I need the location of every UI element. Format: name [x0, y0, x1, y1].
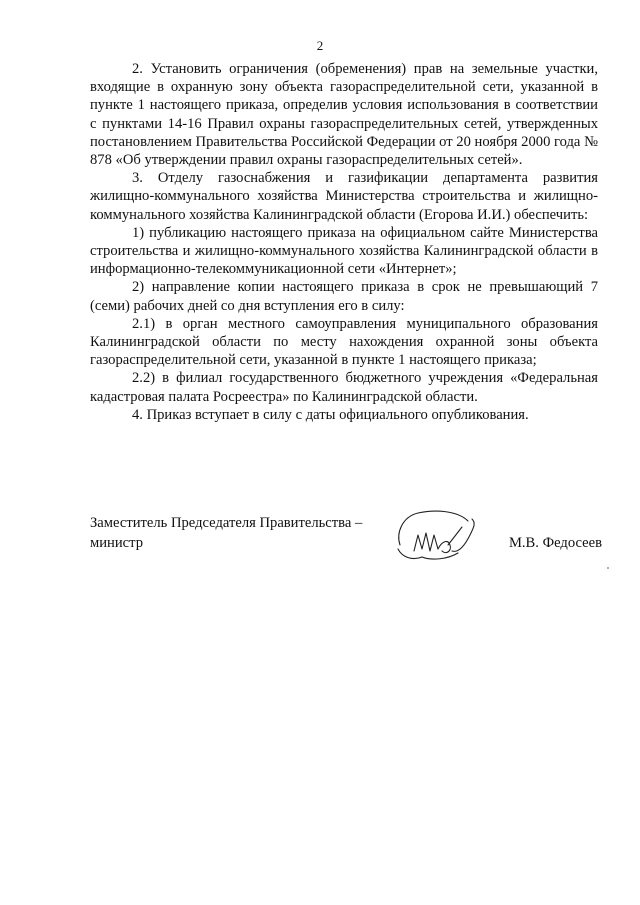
- document-body: [90, 60, 598, 424]
- paragraph-3: 3. Отделу газоснабжения и газификации департамента развития жилищно-коммунального хозяйства Министерства строительства и жилищно-коммунального хозяйства Калининградской области (Егорова И.И.) обеспечить:: [90, 170, 598, 223]
- signatory-title-line2: министр: [90, 535, 143, 551]
- paragraph-2: 2. Установить ограничения (обременения) прав на земельные участки, входящие в охранную зону объекта газораспределительной сети, указанной в пункте 1 настоящего приказа, определив условия использования в соответствии с пунктами 14-16 Правил охраны газораспределительных сетей, утвержденных постановлением Правительства Российской Федерации от 20 ноября 2000 года № 878 «Об утверждении правил охраны газораспределительных сетей».: [90, 61, 598, 169]
- scan-speck: [607, 567, 609, 569]
- signatory-title: [90, 513, 362, 553]
- signature-block: [90, 513, 602, 573]
- page-number: 2: [316, 38, 324, 53]
- signatory-name: М.В. Федосеев: [508, 535, 602, 551]
- signatory-title-line1: Заместитель Председателя Правительства –: [90, 515, 363, 531]
- list-item-2-2: 2.2) в филиал государственного бюджетного учреждения «Федеральная кадастровая палата Росреестра» по Калининградской области.: [90, 370, 598, 405]
- list-item-2: 2) направление копии настоящего приказа в срок не превышающий 7 (семи) рабочих дней со дня вступления его в силу:: [90, 279, 598, 314]
- list-item-1: 1) публикацию настоящего приказа на официальном сайте Министерства строительства и жилищно-коммунального хозяйства Калининградской области в информационно-телекоммуникационной сети «Интернет»;: [90, 224, 598, 278]
- list-item-2-1: 2.1) в орган местного самоуправления муниципального образования Калининградской области по месту нахождения охранной зоны объекта газораспределительной сети, указанной в пункте 1 настоящего приказа;: [90, 315, 598, 369]
- paragraph-4: 4. Приказ вступает в силу с даты официального опубликования.: [132, 406, 529, 423]
- handwritten-signature: [392, 505, 482, 569]
